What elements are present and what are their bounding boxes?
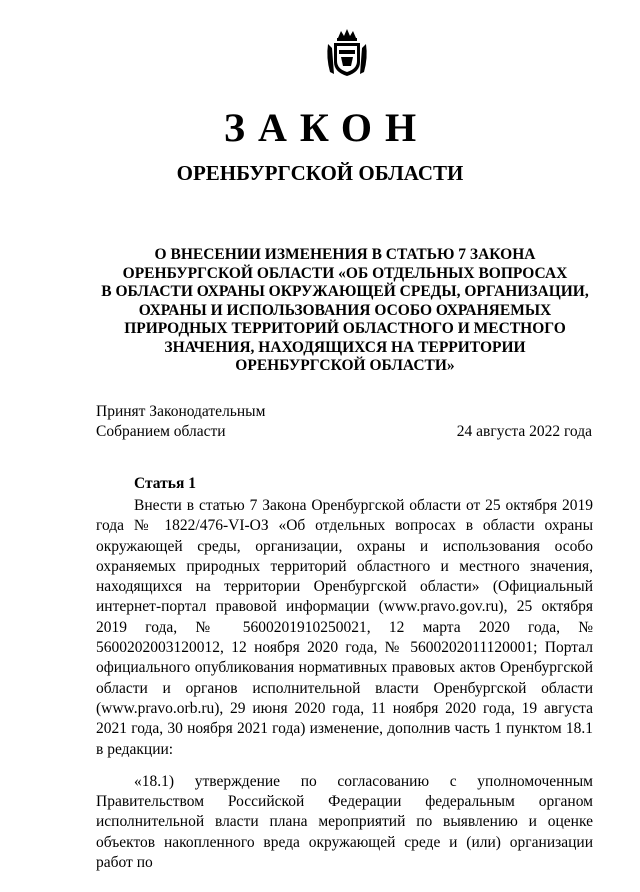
law-title-line: ОХРАНЫ И ИСПОЛЬЗОВАНИЯ ОСОБО ОХРАНЯЕМЫХ <box>138 301 552 319</box>
article-paragraph-2: «18.1) утверждение по согласованию с уполномоченным Правительством Российской Федерации федеральным органом исполнительной власти плана мероприятий по выявлению и оценке объектов накопленного вреда окружающей среде и (или) организации работ по <box>96 772 593 872</box>
law-title-line: О ВНЕСЕНИИ ИЗМЕНЕНИЯ В СТАТЬЮ 7 ЗАКОНА <box>154 246 536 263</box>
law-heading: ЗАКОН <box>223 105 430 150</box>
article-heading: Статья 1 <box>134 475 196 492</box>
law-title-line: В ОБЛАСТИ ОХРАНЫ ОКРУЖАЮЩЕЙ СРЕДЫ, ОРГАНИЗАЦИИ, <box>101 283 589 300</box>
adoption-line-2: Собранием области <box>96 423 226 440</box>
coat-of-arms-emblem-icon <box>324 28 370 78</box>
law-title-line: ПРИРОДНЫХ ТЕРРИТОРИЙ ОБЛАСТНОГО И МЕСТНОГО <box>124 320 566 337</box>
law-title-line: ЗНАЧЕНИЯ, НАХОДЯЩИХСЯ НА ТЕРРИТОРИИ <box>164 338 526 356</box>
law-title-line: ОРЕНБУРГСКОЙ ОБЛАСТИ «ОБ ОТДЕЛЬНЫХ ВОПРОСАХ <box>122 264 568 282</box>
article-body <box>96 496 593 873</box>
law-title-line: ОРЕНБУРГСКОЙ ОБЛАСТИ» <box>235 357 455 374</box>
law-title <box>95 246 595 376</box>
adoption-date: 24 августа 2022 года <box>456 423 592 440</box>
region-heading: ОРЕНБУРГСКОЙ ОБЛАСТИ <box>176 161 464 185</box>
article-paragraph-1: Внести в статью 7 Закона Оренбургской области от 25 октября 2019 года № 1822/476-VI-ОЗ «Об отдельных вопросах в области охраны окружающей среды, организации, охраны и использования особо охраняемых природных территорий областного и местного значения, находящихся на территории Оренбургской области» (Официальный интернет-портал правовой информации (www.pravo.gov.ru), 25 октября 2019 года, № 5600201910250021, 12 марта 2020 года, № 5600202003120012, 12 ноября 2020 года, № 5600202011120001; Портал официального опубликования нормативных правовых актов Оренбургской области и органов исполнительной власти Оренбургской области (www.pravo.orb.ru), 29 июня 2020 года, 11 ноября 2020 года, 19 августа 2021 года, 30 ноября 2021 года) изменение, дополнив часть 1 пунктом 18.1 в редакции: <box>96 497 593 758</box>
adoption-statement <box>96 402 265 442</box>
adoption-line-1: Принят Законодательным <box>96 403 266 420</box>
